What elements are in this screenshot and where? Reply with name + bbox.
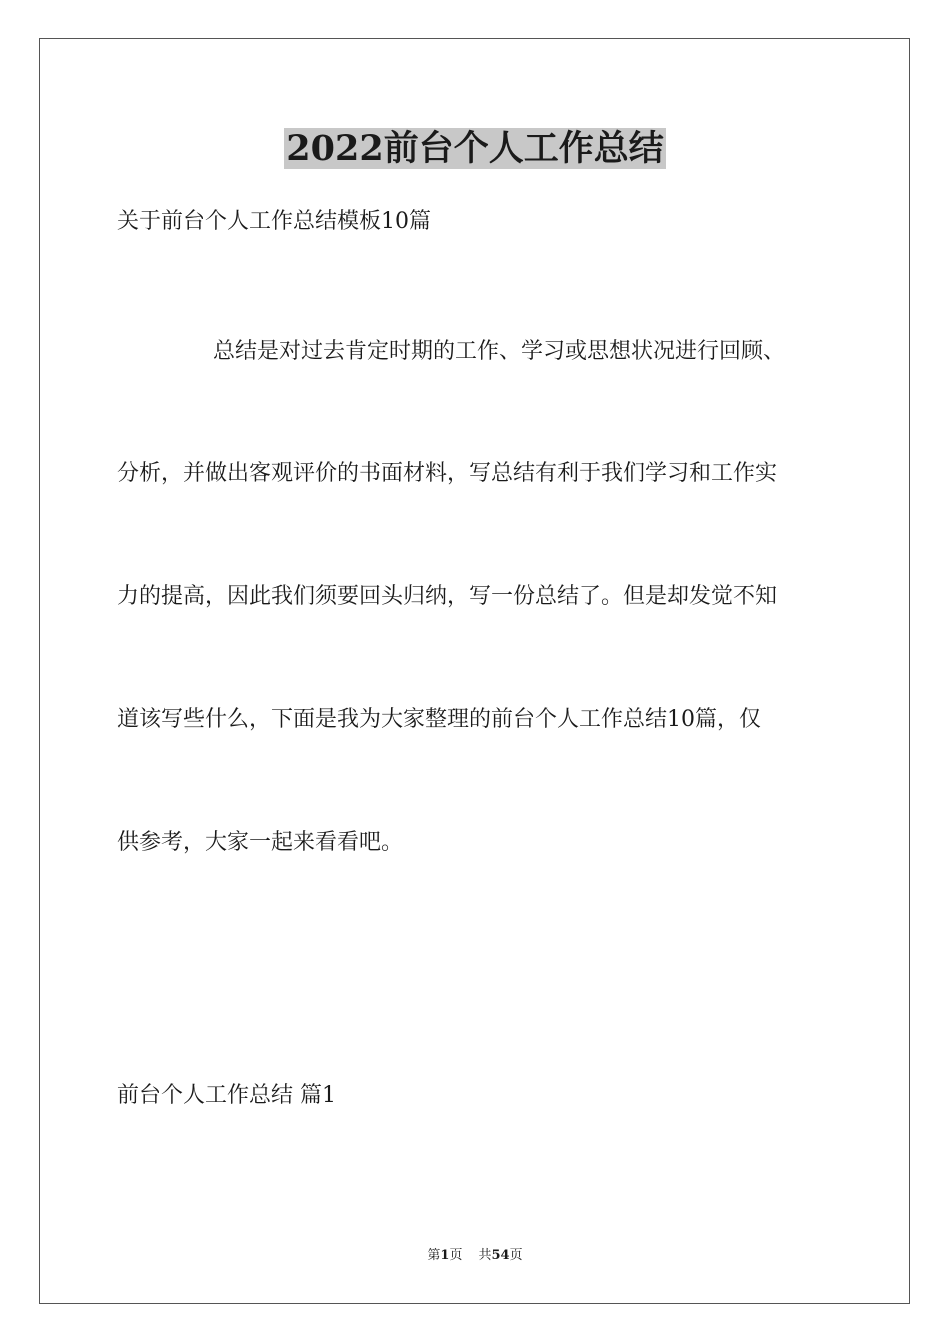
- intro-line-2: 分析，并做出客观评价的书面材料，写总结有利于我们学习和工作实: [117, 461, 778, 486]
- intro-line-3: 力的提高，因此我们须要回头归纳，写一份总结了。但是却发觉不知: [117, 584, 778, 609]
- footer-total-suffix: 页: [509, 1248, 523, 1263]
- intro-line-5: 供参考，大家一起来看看吧。: [117, 830, 404, 855]
- footer-total-pages: 54: [491, 1248, 510, 1263]
- intro-line-1: 总结是对过去肯定时期的工作、学习或思想状况进行回顾、: [213, 339, 786, 364]
- document-title-text: 2022前台个人工作总结: [286, 128, 664, 169]
- footer-total-prefix: 共: [478, 1248, 492, 1263]
- document-title: [0, 127, 950, 171]
- page-footer: [0, 1246, 950, 1266]
- document-subtitle: 关于前台个人工作总结模板10篇: [117, 209, 431, 234]
- section-heading: 前台个人工作总结 篇1: [117, 1083, 336, 1108]
- footer-prefix: 第: [427, 1248, 441, 1263]
- footer-page-suffix: 页: [449, 1248, 463, 1263]
- footer-current-page: 1: [440, 1248, 450, 1263]
- intro-line-4: 道该写些什么，下面是我为大家整理的前台个人工作总结10篇，仅: [117, 707, 761, 732]
